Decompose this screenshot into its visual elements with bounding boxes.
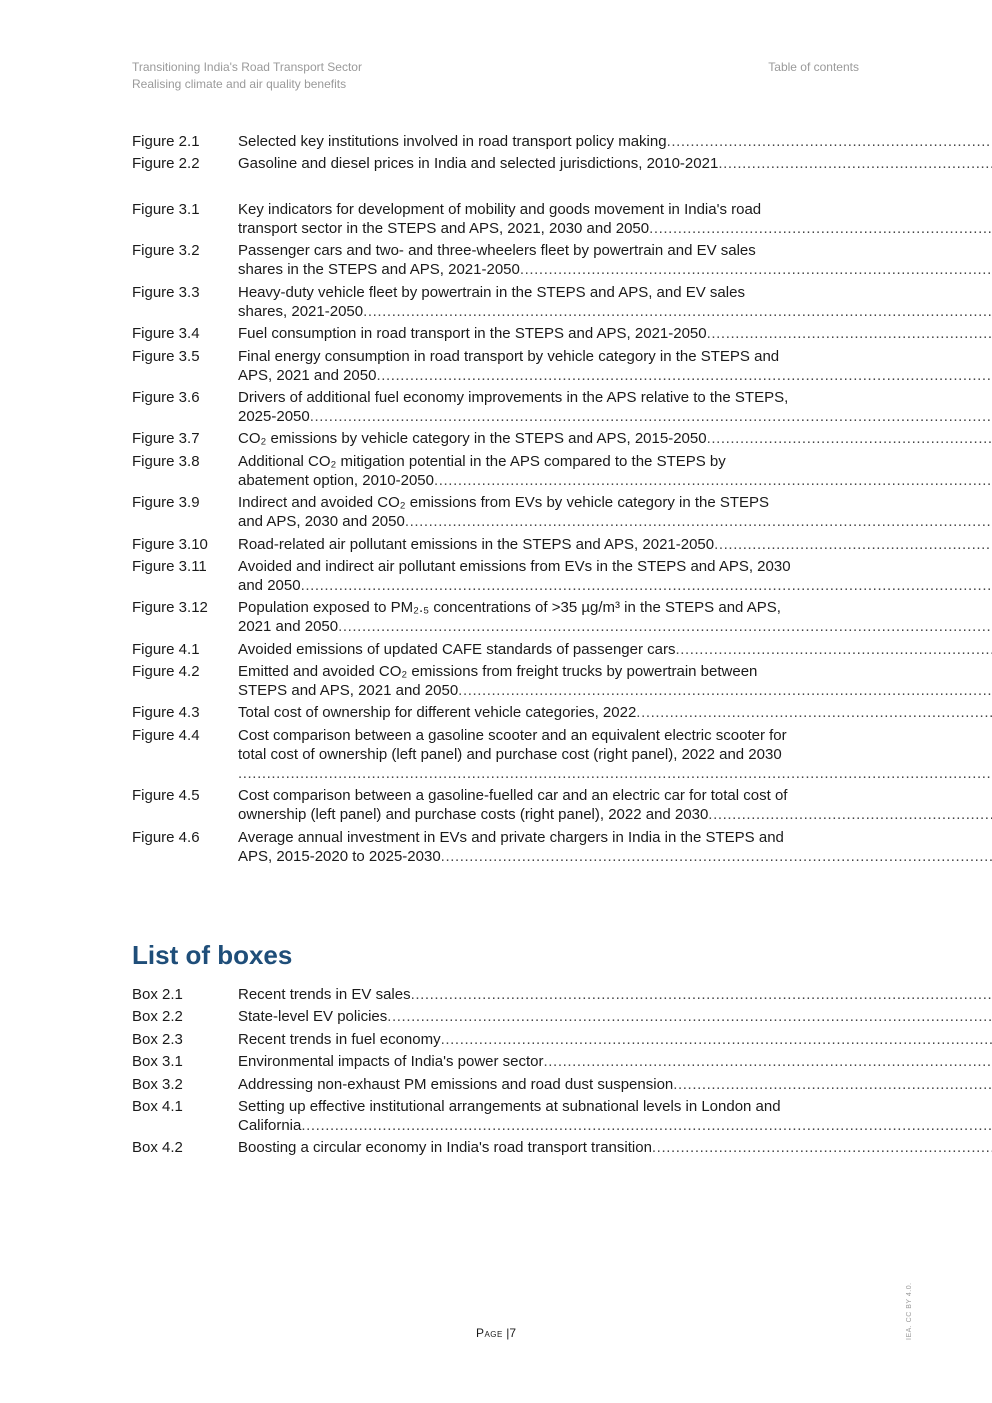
dot-leader — [649, 219, 992, 238]
toc-entry-title-last-line — [238, 1030, 992, 1049]
toc-entry-label: Figure 3.6 — [132, 388, 200, 406]
toc-entry-label: Figure 3.8 — [132, 452, 200, 470]
page-number: 7 — [509, 1326, 517, 1340]
toc-entry-title-last-line — [238, 640, 992, 659]
dot-leader — [376, 366, 992, 385]
toc-entry-title-last-line — [238, 471, 992, 490]
toc-entry-title-line: Cost comparison between a gasoline-fuelled car and an electric car for total cost of — [238, 787, 788, 805]
toc-entry-body — [238, 452, 992, 490]
toc-entry-title — [238, 388, 992, 426]
toc-entry-title-text: shares, 2021-2050 — [238, 302, 364, 320]
header-section: Table of contents — [768, 60, 859, 74]
toc-entry[interactable] — [132, 1097, 859, 1135]
dot-leader — [708, 805, 992, 824]
toc-entry[interactable] — [132, 452, 859, 490]
toc-entry[interactable] — [132, 1138, 859, 1157]
dot-leader — [673, 1075, 992, 1094]
figure-list-chapters-3-4 — [132, 200, 859, 869]
toc-entry-title-last-line — [238, 535, 992, 554]
toc-entry-body — [238, 429, 992, 448]
toc-entry-title-last-line — [238, 764, 992, 783]
toc-entry-title-last-line — [238, 617, 992, 636]
toc-entry-title — [238, 786, 992, 824]
toc-entry[interactable] — [132, 662, 859, 700]
toc-entry-body — [238, 388, 992, 426]
toc-entry[interactable] — [132, 786, 859, 824]
toc-entry-label: Box 2.1 — [132, 986, 183, 1003]
toc-entry-title-text: APS, 2015-2020 to 2025-2030 — [238, 847, 441, 865]
toc-entry-title-text: Recent trends in fuel economy — [238, 1030, 441, 1048]
toc-entry-title-text: 2021 and 2050 — [238, 618, 339, 636]
toc-entry-body — [238, 324, 992, 343]
toc-entry[interactable] — [132, 535, 859, 554]
toc-entry[interactable] — [132, 726, 859, 783]
toc-entry-title-last-line — [238, 1138, 992, 1157]
toc-entry-label: Figure 3.3 — [132, 283, 200, 301]
dot-leader — [667, 132, 992, 151]
toc-entry-title-text: Boosting a circular economy in India's road transport transition — [238, 1139, 652, 1157]
toc-entry-body — [238, 726, 992, 783]
toc-entry-title — [238, 662, 992, 700]
toc-entry-title-line: total cost of ownership (left panel) and purchase cost (right panel), 2022 and 2030 — [238, 745, 782, 763]
toc-entry-title-line: Avoided and indirect air pollutant emissions from EVs in the STEPS and APS, 2030 — [238, 557, 791, 575]
toc-entry-label: Box 3.2 — [132, 1075, 183, 1093]
box-list — [132, 985, 859, 1161]
toc-entry-label: Figure 3.7 — [132, 430, 200, 448]
toc-entry-title-last-line — [238, 132, 992, 151]
toc-entry-body — [238, 241, 992, 279]
toc-entry-title-text: and APS, 2030 and 2050 — [238, 513, 405, 531]
header-title-line2: Realising climate and air quality benefits — [132, 77, 347, 91]
toc-entry-title-text: Environmental impacts of India's power sector — [238, 1053, 544, 1071]
dot-leader — [636, 703, 992, 722]
toc-entry-title-text: Road-related air pollutant emissions in the STEPS and APS, 2021-2050 — [238, 535, 715, 553]
toc-entry-title-last-line — [238, 154, 992, 173]
toc-entry-label: Figure 3.12 — [132, 599, 208, 617]
toc-entry-title-last-line — [238, 576, 992, 595]
toc-entry[interactable] — [132, 493, 859, 531]
dot-leader — [405, 512, 992, 531]
toc-entry-title-text: ownership (left panel) and purchase costs (right panel), 2022 and 2030 — [238, 806, 709, 824]
dot-leader — [338, 617, 992, 636]
toc-entry-title — [238, 429, 992, 448]
toc-entry-label: Figure 4.1 — [132, 640, 200, 658]
toc-entry-label: Figure 4.5 — [132, 787, 200, 805]
boxes-section-title: List of boxes — [132, 940, 293, 970]
toc-entry[interactable] — [132, 985, 859, 1004]
toc-entry-body — [238, 1075, 992, 1094]
toc-entry-title — [238, 493, 992, 531]
toc-entry-body — [238, 132, 992, 151]
page-word: Page — [475, 1326, 503, 1340]
toc-entry-title-last-line — [238, 407, 992, 426]
toc-entry-title-last-line — [238, 805, 992, 824]
dot-leader — [714, 535, 992, 554]
toc-entry-title — [238, 1097, 992, 1135]
toc-entry-title-last-line — [238, 429, 992, 448]
toc-entry-title — [238, 241, 992, 279]
toc-entry[interactable] — [132, 640, 859, 659]
toc-entry-label: Figure 4.6 — [132, 828, 200, 846]
toc-entry[interactable] — [132, 388, 859, 426]
toc-entry-title-text: APS, 2021 and 2050 — [238, 366, 377, 384]
dot-leader — [441, 1030, 992, 1049]
toc-entry-title-text: shares in the STEPS and APS, 2021-2050 — [238, 261, 520, 279]
dot-leader — [411, 985, 992, 1004]
toc-entry-title-text: and 2050 — [238, 576, 301, 594]
toc-entry-body — [238, 347, 992, 385]
toc-entry-title-line: Population exposed to PM₂.₅ concentrations of >35 µg/m³ in the STEPS and APS, — [238, 599, 781, 617]
toc-entry-title-last-line — [238, 985, 992, 1004]
toc-entry-title-last-line — [238, 366, 992, 385]
dot-leader — [434, 471, 992, 490]
toc-entry-title-text: Fuel consumption in road transport in the STEPS and APS, 2021-2050 — [238, 325, 707, 343]
toc-entry[interactable] — [132, 828, 859, 866]
toc-entry-title-line: Setting up effective institutional arrangements at subnational levels in London and — [238, 1097, 781, 1115]
toc-entry-body — [238, 535, 992, 554]
dot-leader — [707, 429, 992, 448]
toc-entry-title — [238, 535, 992, 554]
toc-entry[interactable] — [132, 132, 859, 151]
toc-entry-title — [238, 1030, 992, 1049]
toc-entry-label: Box 2.3 — [132, 1030, 183, 1048]
toc-entry-title-text: California — [238, 1116, 302, 1134]
toc-entry-title-text: STEPS and APS, 2021 and 2050 — [238, 682, 459, 700]
figure-list-chapter-2 — [132, 132, 859, 177]
toc-entry-title-last-line — [238, 703, 992, 722]
toc-entry-title-text: Recent trends in EV sales — [238, 986, 411, 1003]
toc-entry-body — [238, 200, 992, 238]
toc-entry-title-text: Gasoline and diesel prices in India and selected jurisdictions, 2010-2021 — [238, 155, 719, 173]
toc-entry-body — [238, 1052, 992, 1071]
toc-entry-title-line: Passenger cars and two- and three-wheelers fleet by powertrain and EV sales — [238, 242, 756, 260]
toc-entry-title — [238, 132, 992, 151]
toc-entry-title — [238, 703, 992, 722]
toc-entry-title-line: Cost comparison between a gasoline scooter and an equivalent electric scooter for — [238, 726, 787, 744]
dot-leader — [310, 407, 992, 426]
toc-entry-title — [238, 200, 992, 238]
toc-entry-title-line: Final energy consumption in road transport by vehicle category in the STEPS and — [238, 347, 780, 365]
dot-leader — [652, 1138, 992, 1157]
dot-leader — [363, 302, 992, 321]
toc-entry-title — [238, 640, 992, 659]
toc-entry[interactable] — [132, 241, 859, 279]
page-footer — [0, 1326, 992, 1340]
toc-entry[interactable] — [132, 703, 859, 722]
toc-entry-title-text: Selected key institutions involved in road transport policy making — [238, 133, 667, 150]
toc-entry[interactable] — [132, 1075, 859, 1094]
toc-entry-title — [238, 347, 992, 385]
toc-entry-title-last-line — [238, 847, 992, 866]
toc-entry-body — [238, 985, 992, 1004]
toc-entry-body — [238, 493, 992, 531]
toc-entry-title-text: abatement option, 2010-2050 — [238, 471, 434, 489]
license-note: IEA. CC BY 4.0. — [906, 1282, 913, 1340]
toc-entry-title-text: 2025-2050 — [238, 407, 310, 425]
toc-entry-title — [238, 1075, 992, 1094]
toc-entry[interactable] — [132, 347, 859, 385]
toc-entry-label: Box 4.2 — [132, 1139, 183, 1157]
dot-leader — [675, 640, 992, 659]
dot-leader — [301, 1116, 992, 1135]
toc-entry-body — [238, 598, 992, 636]
toc-entry-label: Figure 3.2 — [132, 242, 200, 260]
toc-entry-label: Figure 3.4 — [132, 325, 200, 343]
toc-entry-title-text: CO₂ emissions by vehicle category in the STEPS and APS, 2015-2050 — [238, 430, 707, 448]
dot-leader — [301, 576, 992, 595]
toc-entry[interactable] — [132, 429, 859, 448]
toc-entry-body — [238, 640, 992, 659]
toc-entry-label: Figure 3.5 — [132, 347, 200, 365]
toc-entry-title-last-line — [238, 1052, 992, 1071]
dot-leader — [520, 260, 992, 279]
toc-entry-label: Figure 2.1 — [132, 133, 200, 150]
toc-entry-title-line: Drivers of additional fuel economy improvements in the APS relative to the STEPS, — [238, 388, 789, 406]
toc-entry-body — [238, 703, 992, 722]
toc-entry-body — [238, 283, 992, 321]
toc-entry[interactable] — [132, 324, 859, 343]
toc-entry-label: Figure 4.4 — [132, 726, 200, 744]
toc-entry-title-text: Total cost of ownership for different vehicle categories, 2022 — [238, 704, 637, 722]
toc-entry-title — [238, 1052, 992, 1071]
toc-entry-title — [238, 1007, 992, 1026]
toc-entry-title — [238, 324, 992, 343]
toc-entry-title-last-line — [238, 260, 992, 279]
toc-entry-label: Figure 2.2 — [132, 155, 200, 173]
toc-entry[interactable] — [132, 1030, 859, 1049]
toc-entry-label: Box 2.2 — [132, 1008, 183, 1026]
toc-entry-label: Figure 4.2 — [132, 663, 200, 681]
document-header — [132, 59, 362, 93]
toc-entry-body — [238, 828, 992, 866]
dot-leader — [441, 847, 992, 866]
toc-entry-title — [238, 154, 992, 173]
toc-entry-title-last-line — [238, 1075, 992, 1094]
toc-entry[interactable] — [132, 557, 859, 595]
dot-leader — [718, 154, 992, 173]
header-title-line1: Transitioning India's Road Transport Sector — [132, 60, 362, 74]
toc-entry-title — [238, 452, 992, 490]
toc-entry-body — [238, 154, 992, 173]
toc-entry-title — [238, 557, 992, 595]
toc-entry-body — [238, 1030, 992, 1049]
toc-entry-title-text: Avoided emissions of updated CAFE standards of passenger cars — [238, 640, 676, 658]
toc-entry-title-last-line — [238, 681, 992, 700]
toc-entry-title — [238, 283, 992, 321]
dot-leader — [707, 324, 992, 343]
toc-entry-title — [238, 828, 992, 866]
toc-entry-title-last-line — [238, 219, 992, 238]
toc-entry[interactable] — [132, 598, 859, 636]
toc-entry-title — [238, 985, 992, 1004]
toc-entry-title — [238, 598, 992, 636]
toc-entry-title-last-line — [238, 1116, 992, 1135]
toc-entry-body — [238, 786, 992, 824]
toc-entry-label: Box 4.1 — [132, 1097, 183, 1115]
toc-entry-title-text: transport sector in the STEPS and APS, 2021, 2030 and 2050 — [238, 220, 650, 237]
toc-entry-body — [238, 557, 992, 595]
toc-entry-label: Figure 4.3 — [132, 704, 200, 722]
dot-leader — [387, 1007, 992, 1026]
toc-entry[interactable] — [132, 1007, 859, 1026]
toc-entry-title-text: Addressing non-exhaust PM emissions and road dust suspension — [238, 1075, 674, 1093]
toc-entry-label: Figure 3.9 — [132, 494, 200, 512]
dot-leader — [238, 764, 992, 783]
dot-leader — [458, 681, 992, 700]
toc-entry-title-last-line — [238, 512, 992, 531]
page-separator: | — [506, 1326, 510, 1340]
toc-entry-title-line: Heavy-duty vehicle fleet by powertrain in the STEPS and APS, and EV sales — [238, 283, 745, 301]
toc-entry-title-line: Indirect and avoided CO₂ emissions from EVs by vehicle category in the STEPS — [238, 494, 770, 512]
toc-entry-label: Figure 3.10 — [132, 535, 208, 553]
toc-entry-title — [238, 726, 992, 783]
toc-entry[interactable] — [132, 1052, 859, 1071]
toc-entry-body — [238, 1097, 992, 1135]
toc-entry-title-line: Emitted and avoided CO₂ emissions from freight trucks by powertrain between — [238, 663, 758, 681]
toc-entry-title-last-line — [238, 1007, 992, 1026]
toc-entry-label: Figure 3.11 — [132, 557, 207, 575]
toc-entry-label: Box 3.1 — [132, 1053, 183, 1071]
toc-entry-title-last-line — [238, 324, 992, 343]
toc-entry-title — [238, 1138, 992, 1157]
toc-entry-title-text: State-level EV policies — [238, 1008, 388, 1026]
toc-entry-title-line: Key indicators for development of mobility and goods movement in India's road — [238, 201, 762, 218]
toc-entry-body — [238, 1138, 992, 1157]
toc-entry-title-line: Average annual investment in EVs and private chargers in India in the STEPS and — [238, 828, 784, 846]
toc-entry-body — [238, 662, 992, 700]
toc-entry-label: Figure 3.1 — [132, 201, 200, 218]
toc-entry[interactable] — [132, 200, 859, 238]
dot-leader — [544, 1052, 992, 1071]
toc-entry-body — [238, 1007, 992, 1026]
toc-entry-title-last-line — [238, 302, 992, 321]
toc-entry[interactable] — [132, 283, 859, 321]
toc-entry[interactable] — [132, 154, 859, 173]
toc-entry-title-line: Additional CO₂ mitigation potential in the APS compared to the STEPS by — [238, 452, 726, 470]
